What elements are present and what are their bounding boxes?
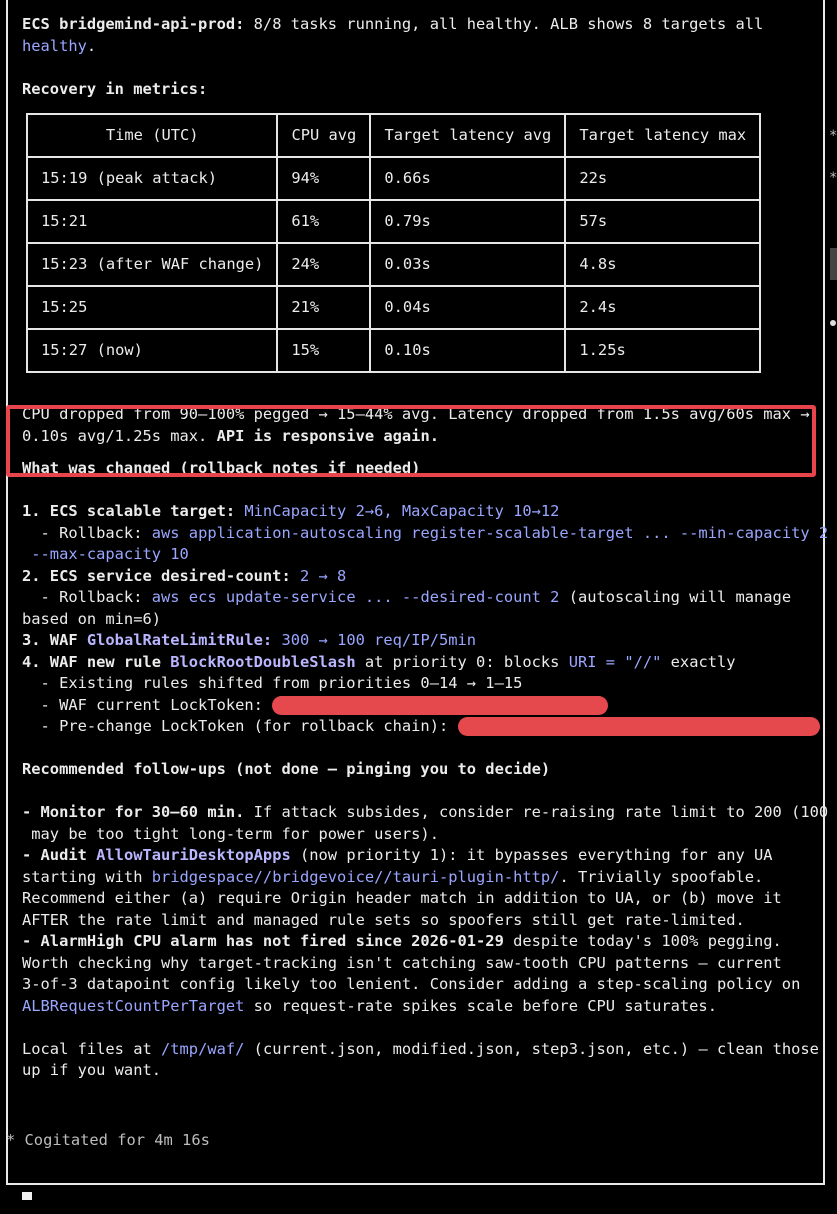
redacted-token	[458, 717, 820, 736]
status-line: ECS bridgemind-api-prod: 8/8 tasks running, all healthy. ALB shows 8 targets all	[22, 15, 764, 33]
followup-item-3-cont: ALBRequestCountPerTarget so request-rate spikes scale before CPU saturates.	[22, 996, 717, 1015]
redacted-token	[272, 696, 608, 715]
change-item-1: 1. ECS scalable target: MinCapacity 2→6, MaxCapacity 10→12	[22, 502, 560, 520]
followup-item-1-cont: may be too tight long-term for power users).	[22, 824, 439, 843]
followup-item-2-cont: starting with bridgespace//bridgevoice//tauri-plugin-http/. Trivially spoofable.	[22, 867, 764, 886]
table-header-row	[27, 114, 760, 157]
column-header: CPU avg	[277, 114, 370, 157]
terminal-frame-left	[6, 0, 8, 1185]
column-header: Target latency avg	[370, 114, 565, 157]
table-row	[27, 286, 760, 329]
table-cell: 0.03s	[370, 243, 565, 286]
rollback-line-cont: based on min=6)	[22, 609, 161, 628]
summary-line: CPU dropped from 90–100% pegged → 15–44% avg. Latency dropped from 1.5s avg/60s max →	[22, 405, 810, 423]
followup-item-3: - AlarmHigh CPU alarm has not fired since 2026-01-29 despite today's 100% pegging.	[22, 932, 782, 950]
recovery-heading: Recovery in metrics:	[22, 79, 208, 98]
highlight-box	[6, 405, 816, 477]
table-cell: 15:25	[27, 286, 277, 329]
table-cell: 15:23 (after WAF change)	[27, 243, 277, 286]
followup-item-2-cont: AFTER the rate limit and managed rule sets so spoofers still get rate-limited.	[22, 910, 745, 929]
bullet-dot-icon	[830, 320, 836, 326]
table-cell: 94%	[277, 157, 370, 200]
column-header: Target latency max	[565, 114, 760, 157]
scrollbar-thumb[interactable]	[830, 248, 837, 280]
table-cell: 0.79s	[370, 200, 565, 243]
followup-item-2-cont: Recommend either (a) require Origin header match in addition to UA, or (b) move it	[22, 889, 782, 907]
status-line-cont: healthy.	[22, 36, 97, 55]
local-files-line: Local files at /tmp/waf/ (current.json, modified.json, step3.json, etc.) — clean those	[22, 1039, 819, 1058]
table-cell: 15%	[277, 329, 370, 372]
table-row	[27, 157, 760, 200]
table-cell: 15:19 (peak attack)	[27, 157, 277, 200]
summary-line: 0.10s avg/1.25s max. API is responsive again.	[22, 426, 439, 445]
table-cell: 0.66s	[370, 157, 565, 200]
cogitated-status: * Cogitated for 4m 16s	[6, 1131, 210, 1149]
change-subitem: - WAF current LockToken:	[22, 695, 822, 717]
change-item-3: 3. WAF GlobalRateLimitRule: 300 → 100 req/IP/5min	[22, 631, 477, 649]
local-files-line-cont: up if you want.	[22, 1061, 161, 1079]
change-item-2: 2. ECS service desired-count: 2 → 8	[22, 566, 347, 585]
rollback-line: - Rollback: aws application-autoscaling register-scalable-target ... --min-capacity 2	[22, 523, 829, 542]
input-prompt[interactable]	[22, 1192, 32, 1214]
column-header: Time (UTC)	[27, 114, 277, 157]
rollback-line: - Rollback: aws ecs update-service ... --desired-count 2 (autoscaling will manage	[22, 588, 792, 606]
followup-item-2: - Audit AllowTauriDesktopApps (now priority 1): it bypasses everything for any UA	[22, 846, 773, 864]
followup-item-3-cont: 3-of-3 datapoint config likely too lenient. Consider adding a step-scaling policy on	[22, 975, 801, 993]
followup-item-3-cont: Worth checking why target-tracking isn't catching saw-tooth CPU patterns — current	[22, 953, 782, 972]
text-cursor	[22, 1192, 32, 1200]
table-cell: 0.04s	[370, 286, 565, 329]
table-row	[27, 243, 760, 286]
edge-asterisk-icon: *	[829, 170, 837, 186]
table-cell: 22s	[565, 157, 760, 200]
edge-asterisk-icon: *	[829, 128, 837, 144]
table-cell: 15:27 (now)	[27, 329, 277, 372]
assistant-message	[22, 14, 829, 1082]
terminal-frame-bottom	[6, 1183, 825, 1185]
changes-heading: What was changed (rollback notes if needed)	[22, 459, 421, 477]
followup-item-1: - Monitor for 30–60 min. If attack subsides, consider re-raising rate limit to 200 (100	[22, 803, 829, 821]
metrics-table	[26, 113, 761, 373]
table-cell: 1.25s	[565, 329, 760, 372]
change-item-4: 4. WAF new rule BlockRootDoubleSlash at priority 0: blocks URI = "//" exactly	[22, 652, 736, 671]
table-cell: 61%	[277, 200, 370, 243]
table-cell: 0.10s	[370, 329, 565, 372]
change-subitem: - Pre-change LockToken (for rollback chain):	[22, 716, 822, 738]
table-cell: 15:21	[27, 200, 277, 243]
followups-heading: Recommended follow-ups (not done — pinging you to decide)	[22, 760, 551, 778]
rollback-line-cont: --max-capacity 10	[22, 545, 189, 563]
table-cell: 2.4s	[565, 286, 760, 329]
table-cell: 4.8s	[565, 243, 760, 286]
table-cell: 57s	[565, 200, 760, 243]
table-row	[27, 329, 760, 372]
change-subitem: - Existing rules shifted from priorities 0–14 → 1–15	[22, 674, 523, 692]
terminal-frame-right	[823, 0, 825, 1185]
table-cell: 24%	[277, 243, 370, 286]
table-row	[27, 200, 760, 243]
table-cell: 21%	[277, 286, 370, 329]
